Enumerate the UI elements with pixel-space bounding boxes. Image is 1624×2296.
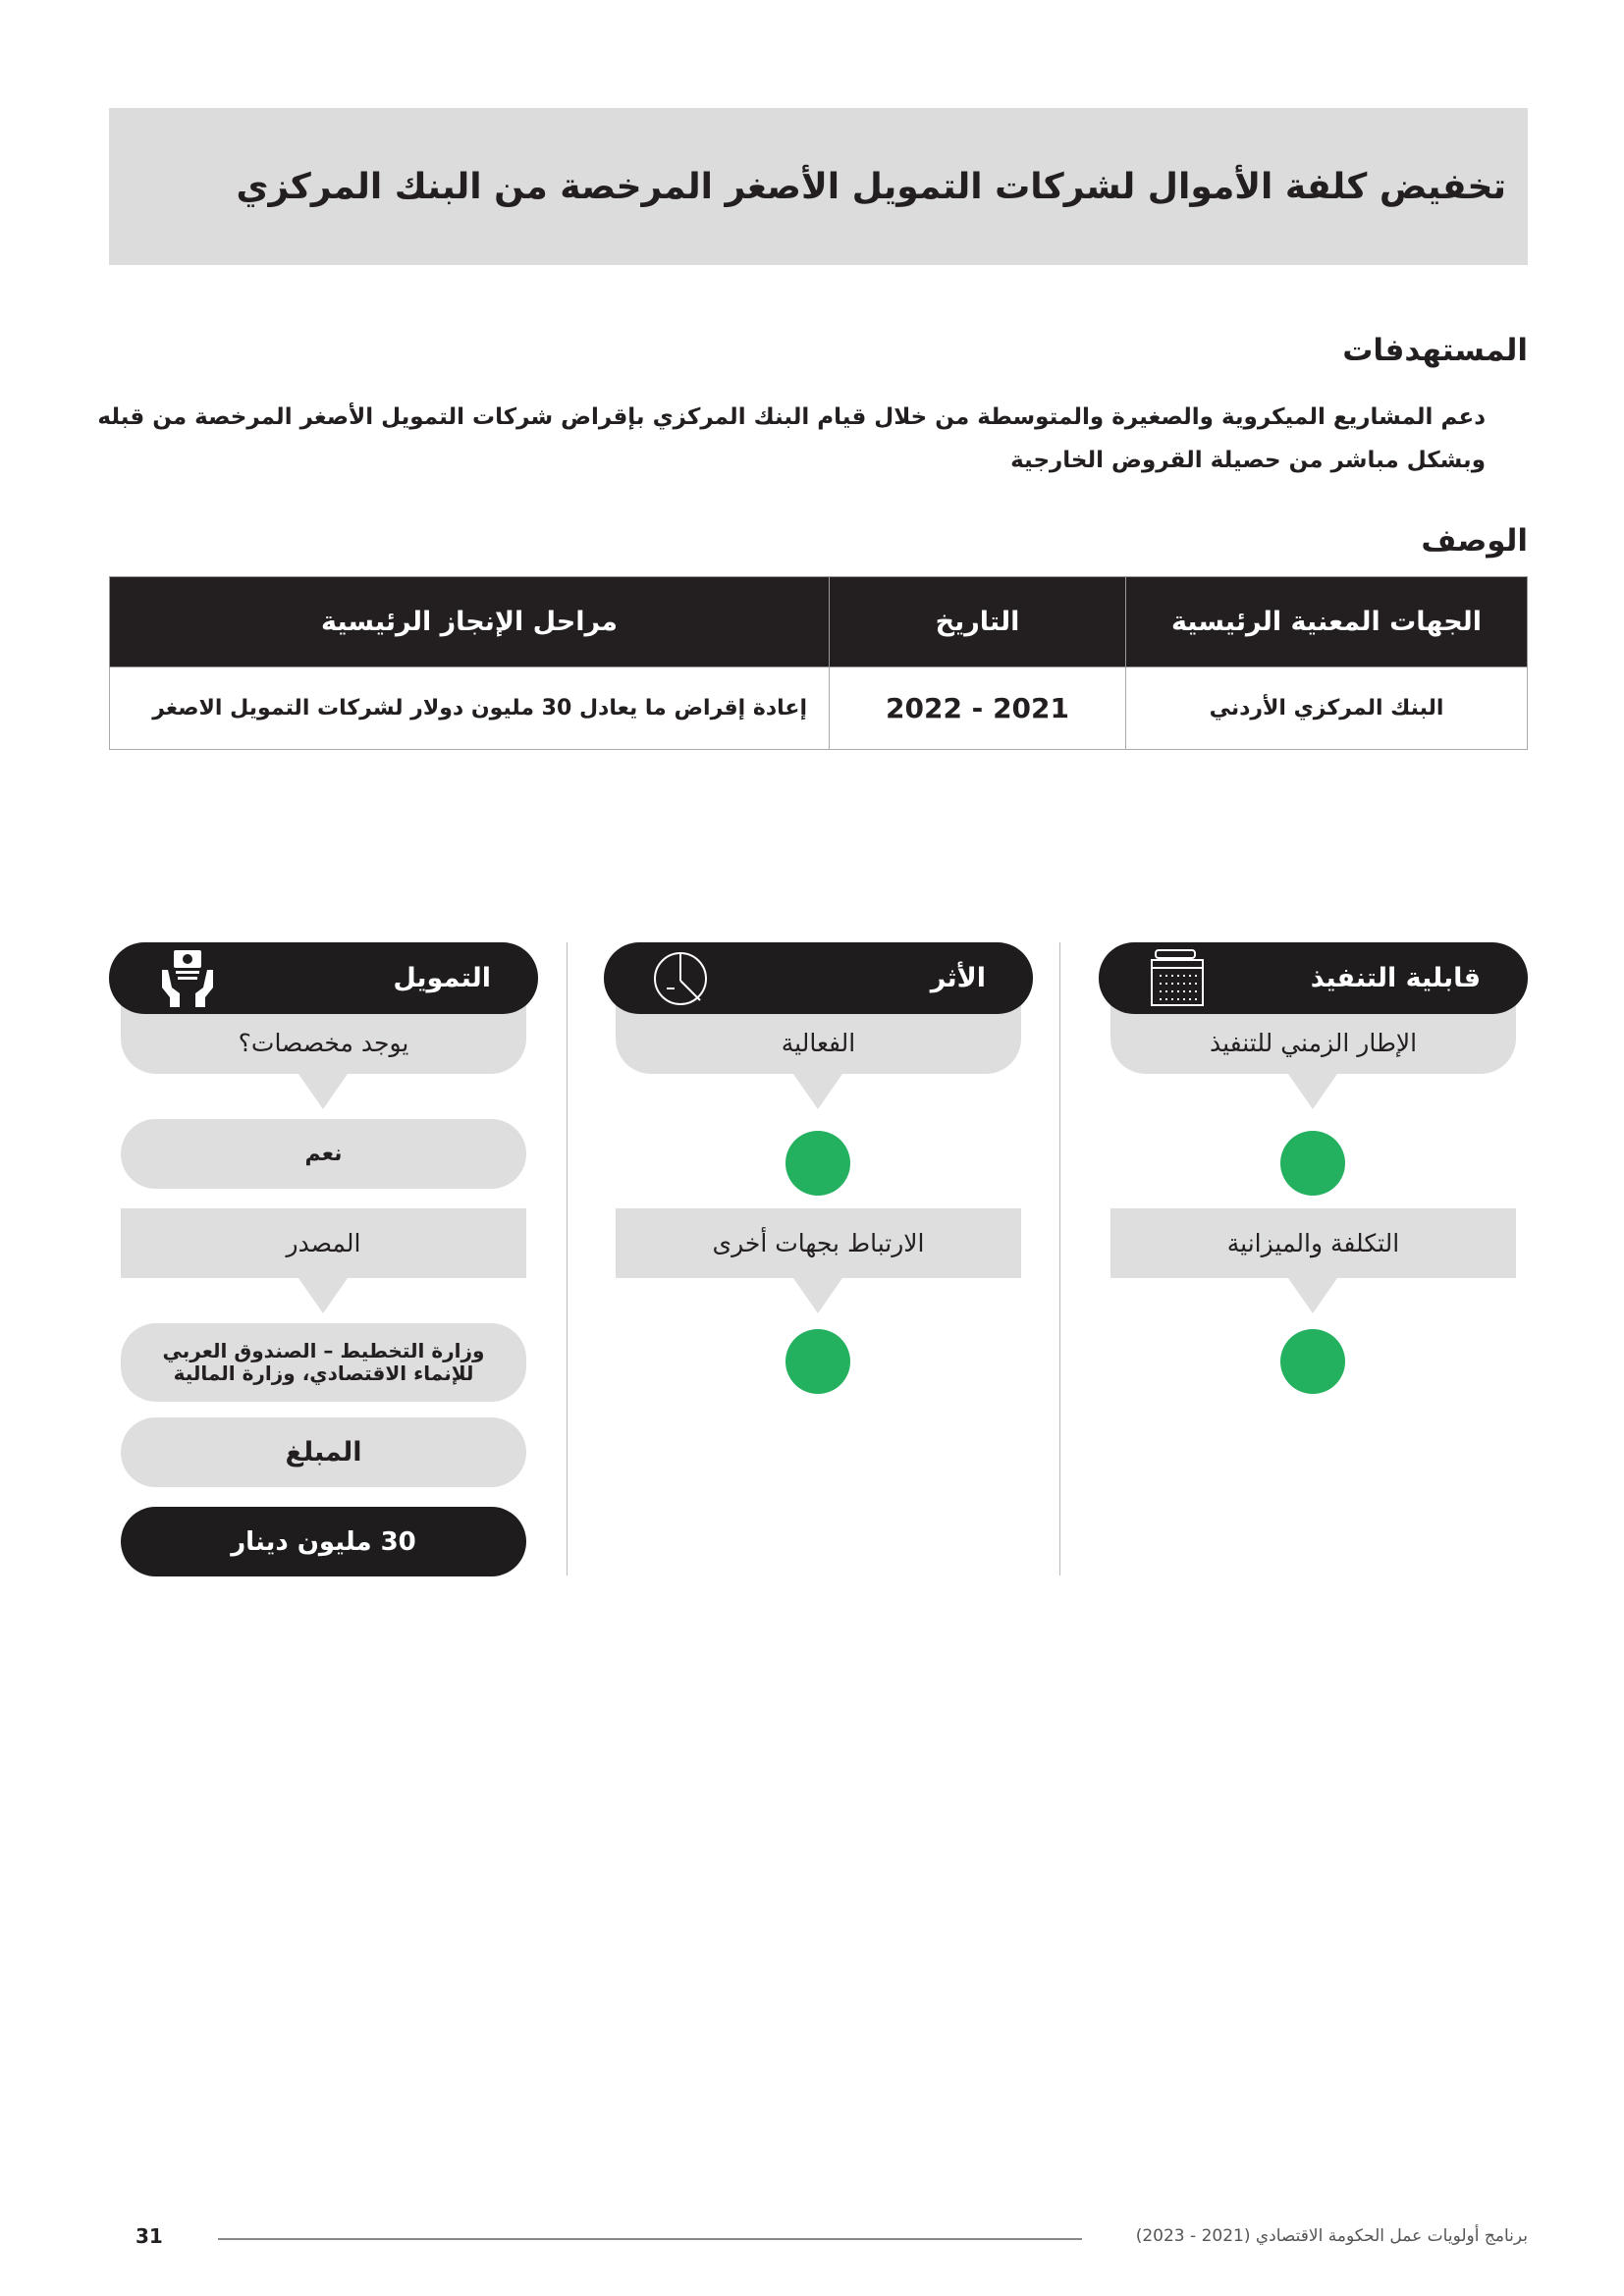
arrow-down <box>793 1074 842 1109</box>
impact-header <box>604 942 1033 1014</box>
arrow-down <box>1288 1278 1337 1313</box>
status-dot-effectiveness <box>785 1131 850 1196</box>
status-dot-cost <box>1280 1329 1345 1394</box>
content-flow <box>79 329 1528 750</box>
status-dot-linkage <box>785 1329 850 1394</box>
beneficiaries-line-2: وبشكل مباشر من حصيلة القروض الخارجية <box>1010 448 1486 473</box>
allocations-label: يوجد مخصصات؟ <box>121 978 526 1074</box>
page-title: تخفيض كلفة الأموال لشركات التمويل الأصغر المرخصة من البنك المركزي <box>236 166 1506 207</box>
feasibility-title: قابلية التنفيذ <box>1310 963 1481 993</box>
funding-title: التمويل <box>393 963 491 993</box>
calendar-icon <box>1148 949 1207 1008</box>
footer-rule <box>218 2238 1082 2240</box>
funding-header <box>109 942 538 1014</box>
beneficiaries-heading: المستهدفات <box>1342 333 1528 368</box>
feasibility-header <box>1099 942 1528 1014</box>
arrow-down <box>298 1278 348 1313</box>
impact-column <box>604 942 1033 1590</box>
table-row <box>110 667 1528 750</box>
cell-date: 2021 - 2022 <box>830 667 1126 750</box>
linkage-label: الارتباط بجهات أخرى <box>616 1208 1021 1278</box>
footer-text: برنامج أولويات عمل الحكومة الاقتصادي (2021 - 2023) <box>1135 2226 1528 2246</box>
timeframe-label: الإطار الزمني للتنفيذ <box>1110 978 1516 1074</box>
cell-milestone: إعادة إقراض ما يعادل 30 مليون دولار لشركات التمويل الاصغر <box>110 667 830 750</box>
allocations-answer: نعم <box>121 1119 526 1189</box>
status-dot-timeframe <box>1280 1131 1345 1196</box>
cost-budget-label: التكلفة والميزانية <box>1110 1208 1516 1278</box>
source-answer: وزارة التخطيط – الصندوق العربي للإنماء الاقتصادي، وزارة المالية <box>121 1323 526 1402</box>
arrow-down <box>298 1074 348 1109</box>
header-milestones: مراحل الإنجاز الرئيسية <box>110 577 830 667</box>
title-banner <box>109 108 1528 265</box>
impact-title: الأثر <box>930 963 986 993</box>
arrow-down <box>1288 1074 1337 1109</box>
effectiveness-label: الفعالية <box>616 978 1021 1074</box>
beneficiaries-line-1: دعم المشاريع الميكروية والصغيرة والمتوسطة من خلال قيام البنك المركزي بإقراض شركات التمويل الأصغر المرخصة من قبله <box>97 404 1486 430</box>
clock-icon <box>653 949 712 1008</box>
divider <box>1059 942 1060 1575</box>
amount-label: المبلغ <box>121 1417 526 1487</box>
feasibility-column <box>1099 942 1528 1590</box>
cell-entity: البنك المركزي الأردني <box>1126 667 1528 750</box>
arrow-down <box>793 1278 842 1313</box>
header-date: التاريخ <box>830 577 1126 667</box>
money-hands-icon <box>158 949 217 1008</box>
source-label: المصدر <box>121 1208 526 1278</box>
header-entities: الجهات المعنية الرئيسية <box>1126 577 1528 667</box>
divider <box>567 942 568 1575</box>
description-heading: الوصف <box>1421 523 1528 559</box>
description-table <box>109 576 1528 750</box>
amount-value: 30 مليون دينار <box>121 1507 526 1576</box>
page-number: 31 <box>135 2224 163 2248</box>
funding-column <box>109 942 538 1590</box>
